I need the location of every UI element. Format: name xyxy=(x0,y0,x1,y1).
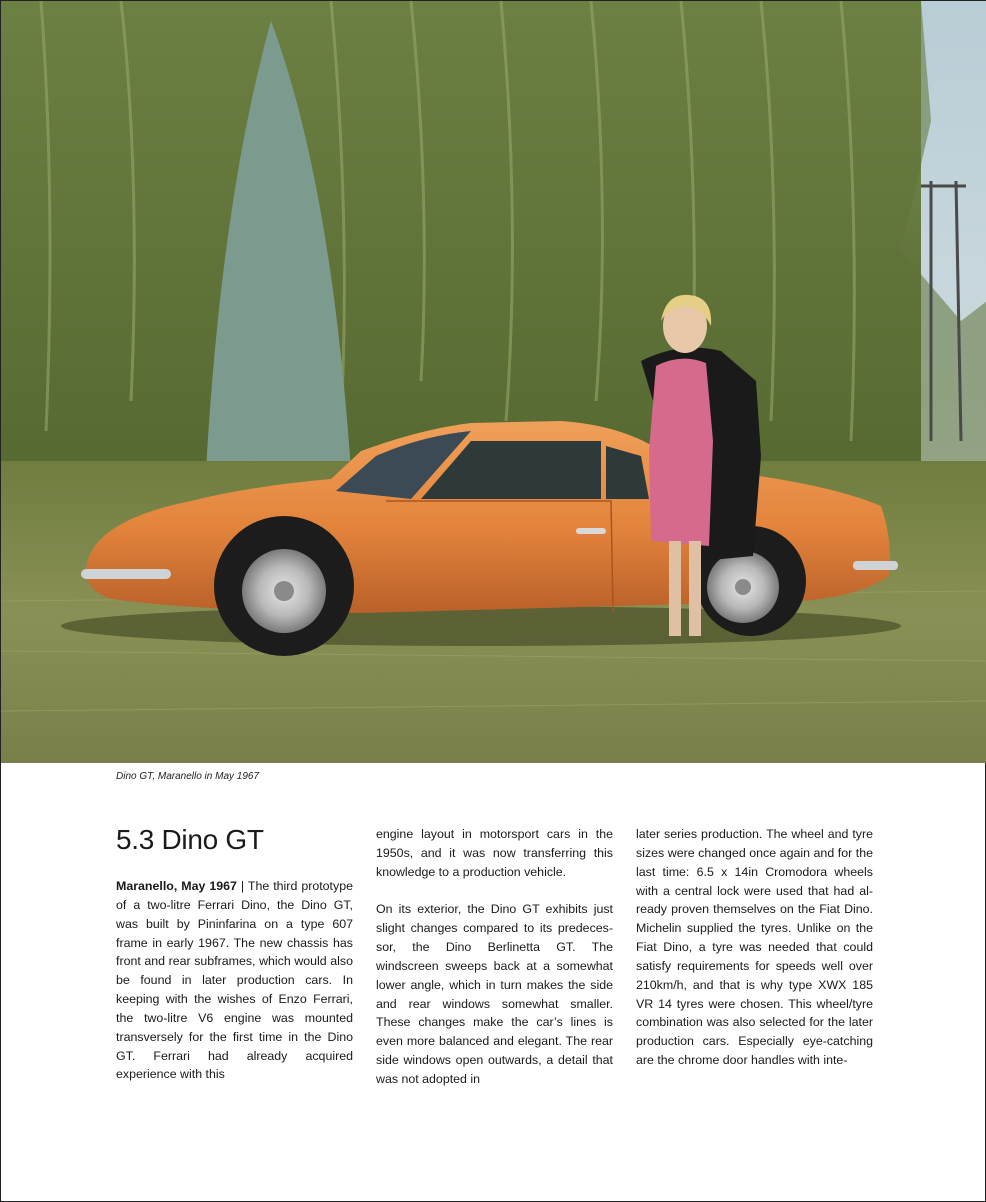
column-1-text: The third prototype of a two-litre Ferrari Dino, the Dino GT, was built by Pininfarina on a type 607 frame in early 1967. The new chassis has front and rear subframes, which would also be found in later production cars. In keeping with the wishes of Enzo Ferrari, the two-litre V6 engine was mounted transversely for the first time in the Dino GT. Ferrari had already acquired experience with this xyxy=(116,879,353,1082)
text-column-3 xyxy=(636,825,873,1070)
text-column-1 xyxy=(116,823,353,1084)
photo-illustration xyxy=(1,1,986,763)
column-2-paragraph-1: engine layout in motorsport cars in the 1950s, and it was now transferring this knowledge to a production vehicle. xyxy=(376,827,613,879)
photo-caption: Dino GT, Maranello in May 1967 xyxy=(116,771,260,782)
dino-gt-photo xyxy=(1,1,986,763)
text-column-2 xyxy=(376,825,613,1089)
column-2-paragraph-2: On its exterior, the Dino GT exhibits just slight changes compared to its predecessor, the Dino Berlinetta GT. The windscreen sweeps back at a somewhat lower angle, which in turn makes the side and rear windows somewhat smaller. These changes make the car’s lines is even more balanced and elegant. The rear side windows open outwards, a detail that was not adopted in xyxy=(376,902,613,1086)
column-3-paragraph: later series production. The wheel and tyre sizes were changed once again and for the last time: 6.5 x 14in Cromodora wheels with a central lock were used that had already proven themselves on the Fiat Dino. Michelin supplied the tyres. Unlike on the Fiat Dino, a tyre was needed that could satisfy requirements for speeds well over 210km/h, and that is why type XWX 185 VR 14 tyres were chosen. This wheel/tyre combination was also selected for the later production cars. Especially eye-catching are the chrome door handles with inte- xyxy=(636,827,873,1068)
column-1-paragraph xyxy=(116,877,353,1084)
section-heading: 5.3 Dino GT xyxy=(116,824,264,855)
lead-separator: | xyxy=(236,879,248,893)
lead-dateline: Maranello, May 1967 xyxy=(116,879,237,893)
